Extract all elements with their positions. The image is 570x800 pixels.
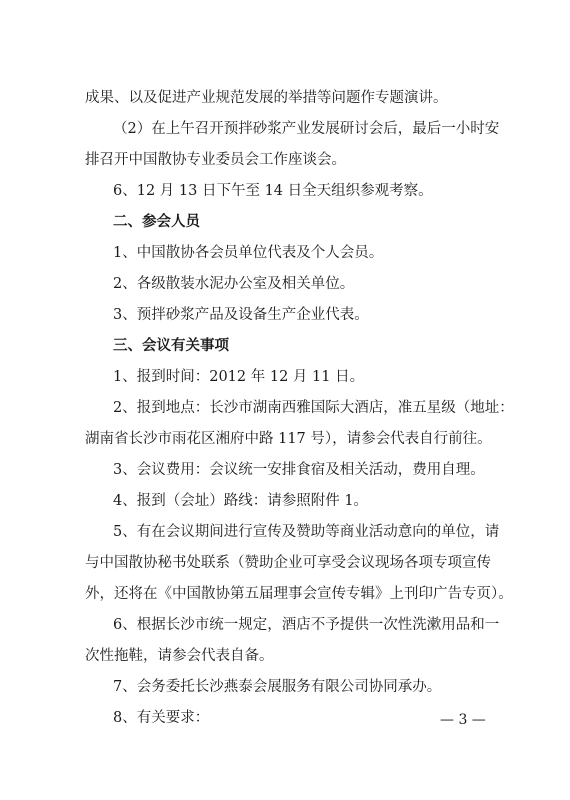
section-heading: 二、参会人员 [113, 214, 200, 230]
text-line: 4、报到（会址）路线：请参照附件 1。 [113, 493, 369, 509]
text-line: 3、会议费用：会议统一安排食宿及相关活动，费用自理。 [113, 462, 485, 478]
text-line: 1、报到时间：2012 年 12 月 11 日。 [113, 369, 365, 385]
section-heading: 三、会议有关事项 [113, 338, 229, 354]
text-line: 2、报到地点：长沙市湖南西雅国际大酒店，准五星级（地址： [113, 400, 514, 416]
text-line: 2、各级散装水泥办公室及相关单位。 [113, 276, 355, 292]
page-number: — 3 — [440, 712, 486, 728]
text-line: 3、预拌砂浆产品及设备生产企业代表。 [113, 307, 369, 323]
text-line: 5、有在会议期间进行宣传及赞助等商业活动意向的单位，请 [113, 524, 500, 540]
text-line: 1、中国散协各会员单位代表及个人会员。 [113, 245, 384, 261]
text-line: （2）在上午召开预拌砂浆产业发展研讨会后，最后一小时安 [113, 121, 500, 137]
text-line: 7、会务委托长沙燕泰会展服务有限公司协同承办。 [113, 679, 442, 695]
text-line: 6、12 月 13 日下午至 14 日全天组织参观考察。 [113, 183, 433, 199]
text-line: 成果、以及促进产业规范发展的举措等问题作专题演讲。 [85, 90, 448, 106]
text-line: 次性拖鞋，请参会代表自备。 [85, 648, 274, 664]
text-line: 与中国散协秘书处联系（赞助企业可享受会议现场各项专项宣传 [85, 555, 491, 571]
text-line: 8、有关要求： [113, 710, 210, 726]
text-line: 排召开中国散协专业委员会工作座谈会。 [85, 152, 346, 168]
text-line: 湖南省长沙市雨花区湘府中路 117 号），请参会代表自行前往。 [85, 431, 492, 447]
text-line: 6、根据长沙市统一规定，酒店不予提供一次性洗漱用品和一 [113, 617, 500, 633]
text-line: 外，还将在《中国散协第五届理事会宣传专辑》上刊印广告专页）。 [85, 586, 513, 602]
